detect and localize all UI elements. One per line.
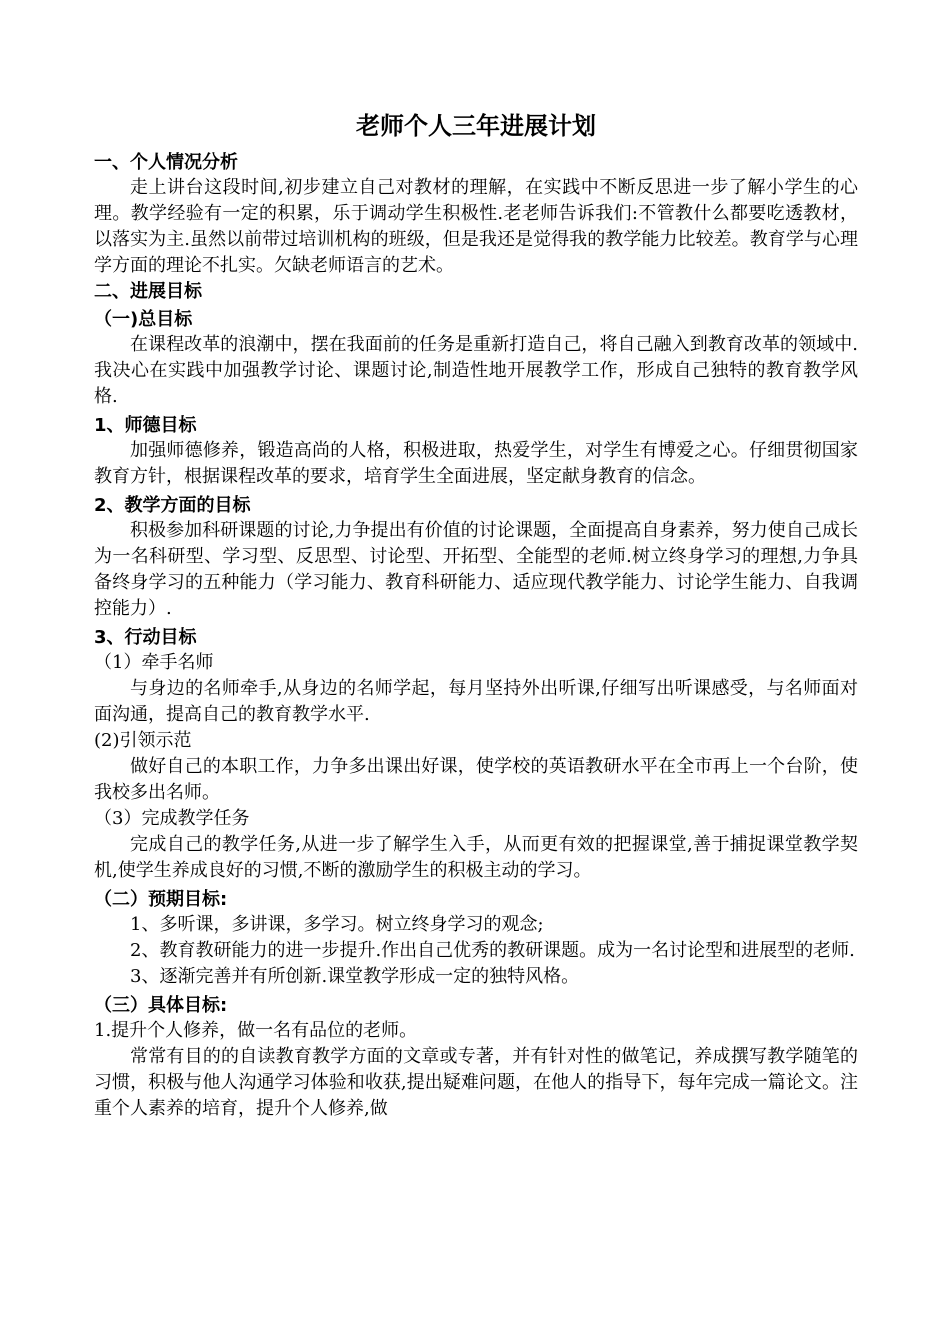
section-heading: 一、个人情况分析: [94, 152, 238, 173]
document-title: 老师个人三年进展计划: [356, 112, 596, 140]
subsection-heading: 3、行动目标: [94, 627, 197, 648]
list-item-heading: （1）牵手名师: [94, 652, 214, 673]
subsection-heading: 2、教学方面的目标: [94, 495, 251, 516]
list-item: 3、逐渐完善并有所创新.课堂教学形成一定的独特风格。: [130, 966, 580, 987]
paragraph: 完成自己的教学任务,从进一步了解学生入手，从而更有效的把握课堂,善于捕捉课堂教学契机,使学生养成良好的习惯,不断的激励学生的积极主动的学习。: [94, 834, 858, 881]
list-item-heading: （3）完成教学任务: [94, 808, 250, 829]
document-page: [94, 108, 858, 1122]
subsection-heading: （三）具体目标:: [94, 995, 228, 1016]
list-item: 2、教育教研能力的进一步提升.作出自己优秀的教研课题。成为一名讨论型和进展型的老师.: [130, 940, 855, 961]
paragraph: 走上讲台这段时间,初步建立自己对教材的理解，在实践中不断反思进一步了解小学生的心理。教学经验有一定的积累，乐于调动学生积极性.老老师告诉我们:不管教什么都要吃透教材，以落实为主.虽然以前带过培训机构的班级，但是我还是觉得我的教学能力比较差。教育学与心理学方面的理论不扎实。欠缺老师语言的艺术。: [94, 177, 858, 276]
paragraph: 加强师德修养，锻造高尚的人格，积极进取，热爱学生，对学生有博爱之心。仔细贯彻国家教育方针，根据课程改革的要求，培育学生全面进展，坚定献身教育的信念。: [94, 440, 858, 487]
section-heading: 二、进展目标: [94, 281, 202, 302]
paragraph: 常常有目的的自读教育教学方面的文章或专著，并有针对性的做笔记，养成撰写教学随笔的习惯，积极与他人沟通学习体验和收获,提出疑难问题，在他人的指导下，每年完成一篇论文。注重个人素养的培育，提升个人修养,做: [94, 1046, 858, 1119]
list-item-heading: (2)引领示范: [94, 730, 192, 751]
paragraph: 积极参加科研课题的讨论,力争提出有价值的讨论课题，全面提高自身素养，努力使自己成长为一名科研型、学习型、反思型、讨论型、开拓型、全能型的老师.树立终身学习的理想,力争具备终身学习的五种能力（学习能力、教育科研能力、适应现代教学能力、讨论学生能力、自我调控能力）.: [94, 520, 858, 619]
list-item-heading: 1.提升个人修养，做一名有品位的老师。: [94, 1020, 418, 1041]
subsection-heading: 1、师德目标: [94, 415, 197, 436]
subsection-heading: （一)总目标: [94, 309, 193, 330]
paragraph: 做好自己的本职工作，力争多出课出好课，使学校的英语教研水平在全市再上一个台阶，使我校多出名师。: [94, 756, 858, 803]
paragraph: 在课程改革的浪潮中，摆在我面前的任务是重新打造自己，将自己融入到教育改革的领域中.我决心在实践中加强教学讨论、课题讨论,制造性地开展教学工作，形成自己独特的教育教学风格.: [94, 334, 858, 407]
subsection-heading: （二）预期目标:: [94, 889, 228, 910]
list-item: 1、多听课，多讲课，多学习。树立终身学习的观念;: [130, 914, 544, 935]
paragraph: 与身边的名师牵手,从身边的名师学起，每月坚持外出听课,仔细写出听课感受，与名师面对面沟通，提高自己的教育教学水平.: [94, 678, 858, 725]
